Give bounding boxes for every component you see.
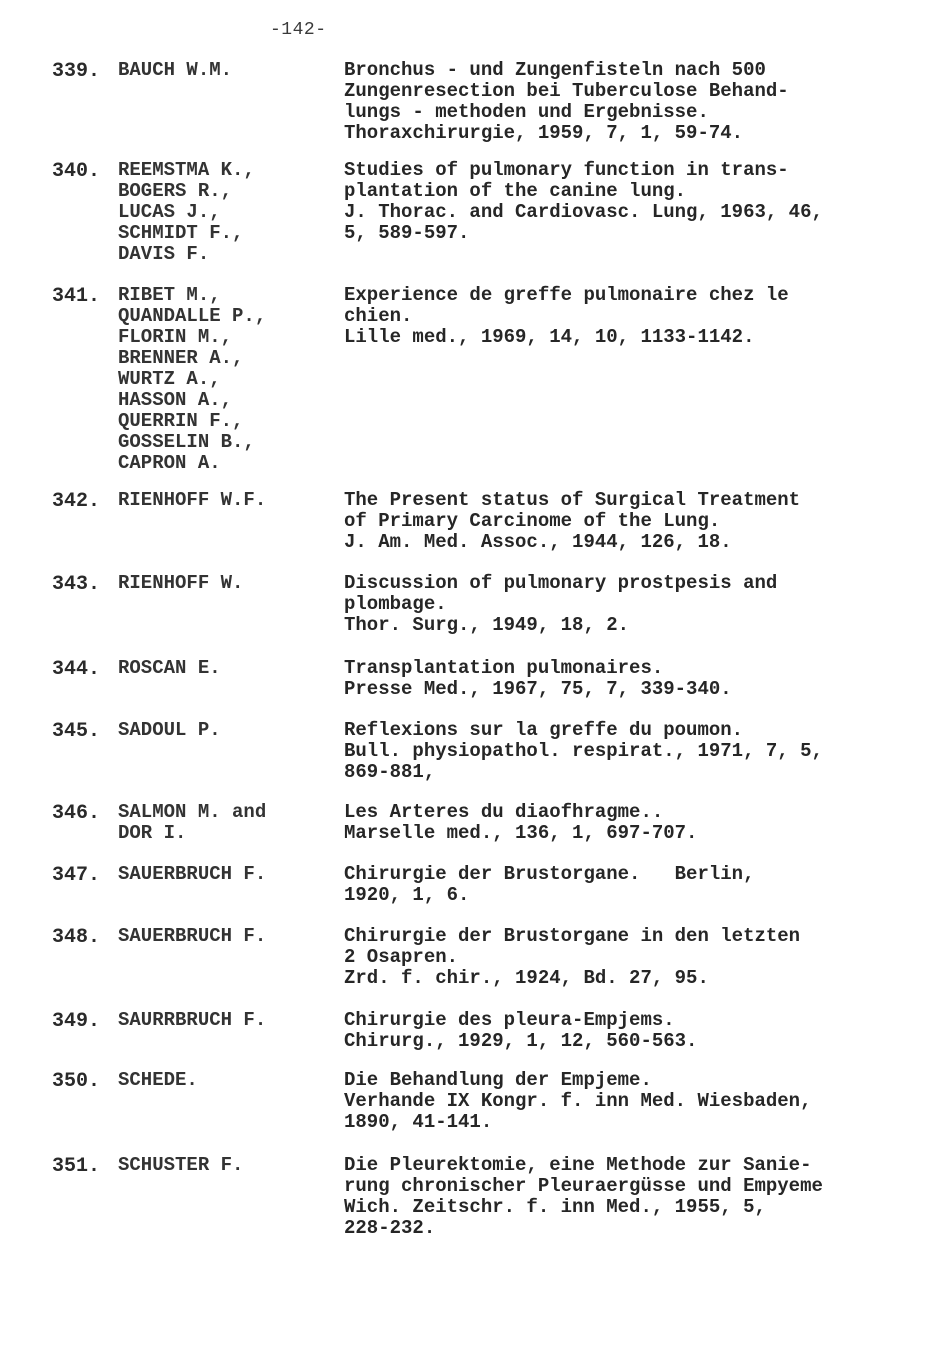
citation-line: 1920, 1, 6. <box>344 884 470 906</box>
entry-citation <box>344 802 904 844</box>
citation-line: J. Thorac. and Cardiovasc. Lung, 1963, 46, <box>344 201 823 223</box>
citation-line: Experience de greffe pulmonaire chez le <box>344 284 789 306</box>
citation-line: Bull. physiopathol. respirat., 1971, 7, 5, <box>344 740 823 762</box>
citation-line: Chirurgie der Brustorgane in den letzten <box>344 925 801 947</box>
citation-line: Discussion of pulmonary prostpesis and <box>344 572 778 594</box>
author-name: GOSSELIN B., <box>118 431 255 453</box>
citation-line: Presse Med., 1967, 75, 7, 339-340. <box>344 678 732 700</box>
author-name: BRENNER A., <box>118 347 244 369</box>
author-name: WURTZ A., <box>118 368 221 390</box>
author-name: SCHEDE. <box>118 1069 198 1091</box>
citation-line: chien. <box>344 305 413 327</box>
page-number: -142- <box>270 20 327 40</box>
citation-line: Wich. Zeitschr. f. inn Med., 1955, 5, <box>344 1196 766 1218</box>
author-name: REEMSTMA K., <box>118 159 255 181</box>
citation-line: Chirurgie des pleura-Empjems. <box>344 1009 675 1031</box>
author-name: SADOUL P. <box>118 719 221 741</box>
citation-line: 869-881, <box>344 761 436 783</box>
citation-line: The Present status of Surgical Treatment <box>344 489 801 511</box>
entry-authors <box>118 160 338 265</box>
author-name: DAVIS F. <box>118 243 210 265</box>
entry-citation <box>344 1070 904 1133</box>
entry-number: 342. <box>52 490 101 513</box>
citation-line: 228-232. <box>344 1217 436 1239</box>
entry-number: 340. <box>52 160 101 183</box>
citation-line: Chirurgie der Brustorgane. Berlin, <box>344 863 755 885</box>
citation-line: Die Behandlung der Empjeme. <box>344 1069 652 1091</box>
entry-authors <box>118 1010 338 1031</box>
author-name: RIENHOFF W.F. <box>118 489 267 511</box>
author-name: QUANDALLE P., <box>118 305 267 327</box>
entry-number: 349. <box>52 1010 101 1033</box>
entry-citation <box>344 1010 904 1052</box>
citation-line: Studies of pulmonary function in trans- <box>344 159 789 181</box>
citation-line: 1890, 41-141. <box>344 1111 493 1133</box>
entry-authors <box>118 285 338 474</box>
entry-citation <box>344 490 904 553</box>
entry-authors <box>118 60 338 81</box>
entry-authors <box>118 1070 338 1091</box>
citation-line: J. Am. Med. Assoc., 1944, 126, 18. <box>344 531 732 553</box>
entry-citation <box>344 658 904 700</box>
entry-number: 343. <box>52 573 101 596</box>
entry-number: 344. <box>52 658 101 681</box>
citation-line: Bronchus - und Zungenfisteln nach 500 <box>344 59 766 81</box>
author-name: RIENHOFF W. <box>118 572 244 594</box>
entry-citation <box>344 285 904 348</box>
entry-number: 339. <box>52 60 101 83</box>
entry-number: 351. <box>52 1155 101 1178</box>
entry-citation <box>344 864 904 906</box>
entry-authors <box>118 573 338 594</box>
author-name: RIBET M., <box>118 284 221 306</box>
citation-line: Thor. Surg., 1949, 18, 2. <box>344 614 630 636</box>
author-name: LUCAS J., <box>118 201 221 223</box>
entry-citation <box>344 720 904 783</box>
author-name: SAUERBRUCH F. <box>118 925 267 947</box>
entry-number: 347. <box>52 864 101 887</box>
entry-citation <box>344 926 904 989</box>
author-name: SCHUSTER F. <box>118 1154 244 1176</box>
entry-citation <box>344 160 904 244</box>
author-name: SAUERBRUCH F. <box>118 863 267 885</box>
entry-authors <box>118 926 338 947</box>
entry-authors <box>118 658 338 679</box>
citation-line: rung chronischer Pleuraergüsse und Empyeme <box>344 1175 823 1197</box>
entry-number: 341. <box>52 285 101 308</box>
author-name: BAUCH W.M. <box>118 59 233 81</box>
citation-line: Chirurg., 1929, 1, 12, 560-563. <box>344 1030 698 1052</box>
citation-line: lungs - methoden und Ergebnisse. <box>344 101 709 123</box>
citation-line: plantation of the canine lung. <box>344 180 687 202</box>
citation-line: Verhande IX Kongr. f. inn Med. Wiesbaden, <box>344 1090 812 1112</box>
citation-line: of Primary Carcinome of the Lung. <box>344 510 721 532</box>
entry-authors <box>118 864 338 885</box>
author-name: FLORIN M., <box>118 326 233 348</box>
citation-line: Die Pleurektomie, eine Methode zur Sanie- <box>344 1154 812 1176</box>
entry-number: 348. <box>52 926 101 949</box>
author-name: ROSCAN E. <box>118 657 221 679</box>
citation-line: plombage. <box>344 593 447 615</box>
citation-line: Reflexions sur la greffe du poumon. <box>344 719 744 741</box>
author-name: DOR I. <box>118 822 187 844</box>
citation-line: Thoraxchirurgie, 1959, 7, 1, 59-74. <box>344 122 744 144</box>
citation-line: 5, 589-597. <box>344 222 470 244</box>
citation-line: Transplantation pulmonaires. <box>344 657 664 679</box>
author-name: BOGERS R., <box>118 180 233 202</box>
citation-line: Zungenresection bei Tuberculose Behand- <box>344 80 789 102</box>
citation-line: Lille med., 1969, 14, 10, 1133-1142. <box>344 326 755 348</box>
author-name: SCHMIDT F., <box>118 222 244 244</box>
entry-authors <box>118 720 338 741</box>
citation-line: Zrd. f. chir., 1924, Bd. 27, 95. <box>344 967 709 989</box>
entry-authors <box>118 490 338 511</box>
entry-citation <box>344 573 904 636</box>
citation-line: Les Arteres du diaofhragme.. <box>344 801 664 823</box>
entry-authors <box>118 1155 338 1176</box>
entry-citation <box>344 60 904 144</box>
entry-authors <box>118 802 338 844</box>
citation-line: 2 Osapren. <box>344 946 459 968</box>
author-name: CAPRON A. <box>118 452 221 474</box>
entry-number: 345. <box>52 720 101 743</box>
entry-citation <box>344 1155 904 1239</box>
entry-number: 350. <box>52 1070 101 1093</box>
author-name: HASSON A., <box>118 389 233 411</box>
author-name: QUERRIN F., <box>118 410 244 432</box>
entry-number: 346. <box>52 802 101 825</box>
author-name: SALMON M. and <box>118 801 267 823</box>
citation-line: Marselle med., 136, 1, 697-707. <box>344 822 698 844</box>
author-name: SAURRBRUCH F. <box>118 1009 267 1031</box>
